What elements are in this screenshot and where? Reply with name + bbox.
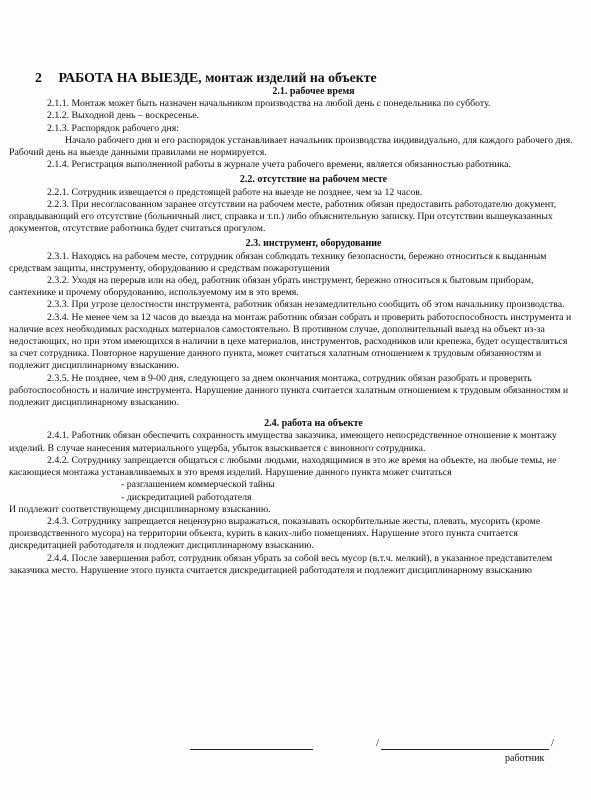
signature-caption: работник bbox=[505, 753, 545, 764]
section-title-text: РАБОТА НА ВЫЕЗДЕ, монтаж изделий на объекте bbox=[58, 70, 377, 85]
signature-line-left bbox=[190, 749, 313, 750]
paragraph: 2.2.3. При несогласованном заранее отсутствии на рабочем месте, работник обязан предоставить работодателю документ, оправдывающий его отсутствие (больничный лист, справка и т.п.) либо объяснительную записку. При отсутствии вышеуказанных документов, отсутствие работника будет считаться прогулом. bbox=[9, 198, 557, 235]
paragraph: 2.4.1. Работник обязан обеспечить сохранность имущества заказчика, имеющего непосредственное отношение к монтажу изделий. В случае нанесения материального ущерба, убыток взыскивается с виновного сотрудника. bbox=[9, 430, 557, 454]
paragraph: 2.1.4. Регистрация выполненной работы в журнале учета рабочего времени, является обязанностью работника. bbox=[47, 159, 511, 171]
signature-slash-left: / bbox=[376, 737, 380, 749]
section-number: 2 bbox=[35, 70, 42, 85]
signature-line-right bbox=[381, 749, 549, 750]
paragraph: 2.3.5. Не позднее, чем в 9-00 дня, следующего за днем окончания монтажа, сотрудник обязан разобрать и проверить работоспособность и наличие инструмента. Нарушение данного пункта считается халатным отношением к трудовым обязанностям и подлежит дисциплинарному взысканию. bbox=[9, 372, 569, 409]
paragraph: 2.4.3. Сотруднику запрещается нецензурно выражаться, показывать оскорбительные жесты, плевать, мусорить (кроме производственного мусора) на территории объекта, курить в каких-либо помещениях. Нарушение этого пункта считается дискредитацией работодателя и подлежит дисциплинарному взысканию. bbox=[9, 515, 541, 552]
paragraph: 2.1.3. Распорядок рабочего дня: bbox=[47, 122, 180, 134]
paragraph: Начало рабочего дня и его распорядок устанавливает начальник производства индивидуально, для каждого рабочего дня. Рабочий день на выезде данными правилами не нормируется. bbox=[9, 134, 573, 159]
document-body bbox=[9, 86, 578, 577]
list-item: - дискредитацией работодателя bbox=[121, 491, 252, 503]
subsection-heading: 2.2. отсутствие на рабочем месте bbox=[239, 174, 388, 186]
paragraph: 2.3.4. Не менее чем за 12 часов до выезда на монтаж работник обязан собрать и проверить работоспособность инструмента и наличие всех необходимых расходных материалов самостоятельно. В противном случае, дополнительный выезд на объект из-за недостающих, но при этом имеющихся в наличии в цехе материалов, инструментов, расходников или крепежа, будет осуществляться за счет сотрудника. Повторное нарушение данного пункта, может считаться халатным отношением к трудовым обязанностям и подлежит дисциплинарному взысканию. bbox=[9, 311, 572, 372]
list-item: - разглашением коммерческой тайны bbox=[121, 479, 275, 491]
paragraph: 2.1.1. Монтаж может быть назначен начальником производства на любой день с понедельника по субботу. bbox=[47, 98, 491, 110]
subsection-heading: 2.3. инструмент, оборудование bbox=[245, 238, 382, 250]
paragraph: 2.1.2. Выходной день – воскресенье. bbox=[47, 110, 200, 122]
paragraph: 2.3.1. Находясь на рабочем месте, сотрудник обязан соблюдать технику безопасности, бережно относиться к выданным средствам защиты, инструменту, оборудованию и средствам пожаротушения bbox=[9, 250, 547, 274]
paragraph: И подлежит соответствующему дисциплинарному взысканию. bbox=[9, 503, 271, 515]
paragraph: 2.2.1. Сотрудник извещается о предстоящей работе на выезде не позднее, чем за 12 часов. bbox=[47, 186, 423, 198]
subsection-heading: 2.1. рабочее время bbox=[272, 86, 355, 97]
subsection-heading: 2.4. работа на объекте bbox=[264, 418, 363, 430]
signature-slash-right: / bbox=[551, 737, 555, 749]
section-title bbox=[35, 70, 580, 86]
paragraph: 2.4.4. После завершения работ, сотрудник обязан убрать за собой весь мусор (в.т.ч. мелкий), в указанное представителем заказчика место. Нарушение этого пункта считается дискредитацией работодателя и подлежит дисциплинарному взысканию bbox=[9, 552, 553, 576]
paragraph: 2.3.3. При угрозе целостности инструмента, работник обязан незамедлительно сообщить об этом начальнику производства. bbox=[47, 299, 565, 311]
paragraph: 2.4.2. Сотруднику запрещается общаться с любыми людьми, находящимися в это же время на объекте, на любые темы, не касающиеся монтажа устанавливаемых в это время изделий. Нарушение данного пункта может считаться bbox=[9, 454, 557, 479]
paragraph: 2.3.2. Уходя на перерыв или на обед, работник обязан убрать инструмент, бережно относиться к бытовым приборам, сантехнике и прочему оборудованию, используемому им в это время. bbox=[9, 275, 534, 299]
